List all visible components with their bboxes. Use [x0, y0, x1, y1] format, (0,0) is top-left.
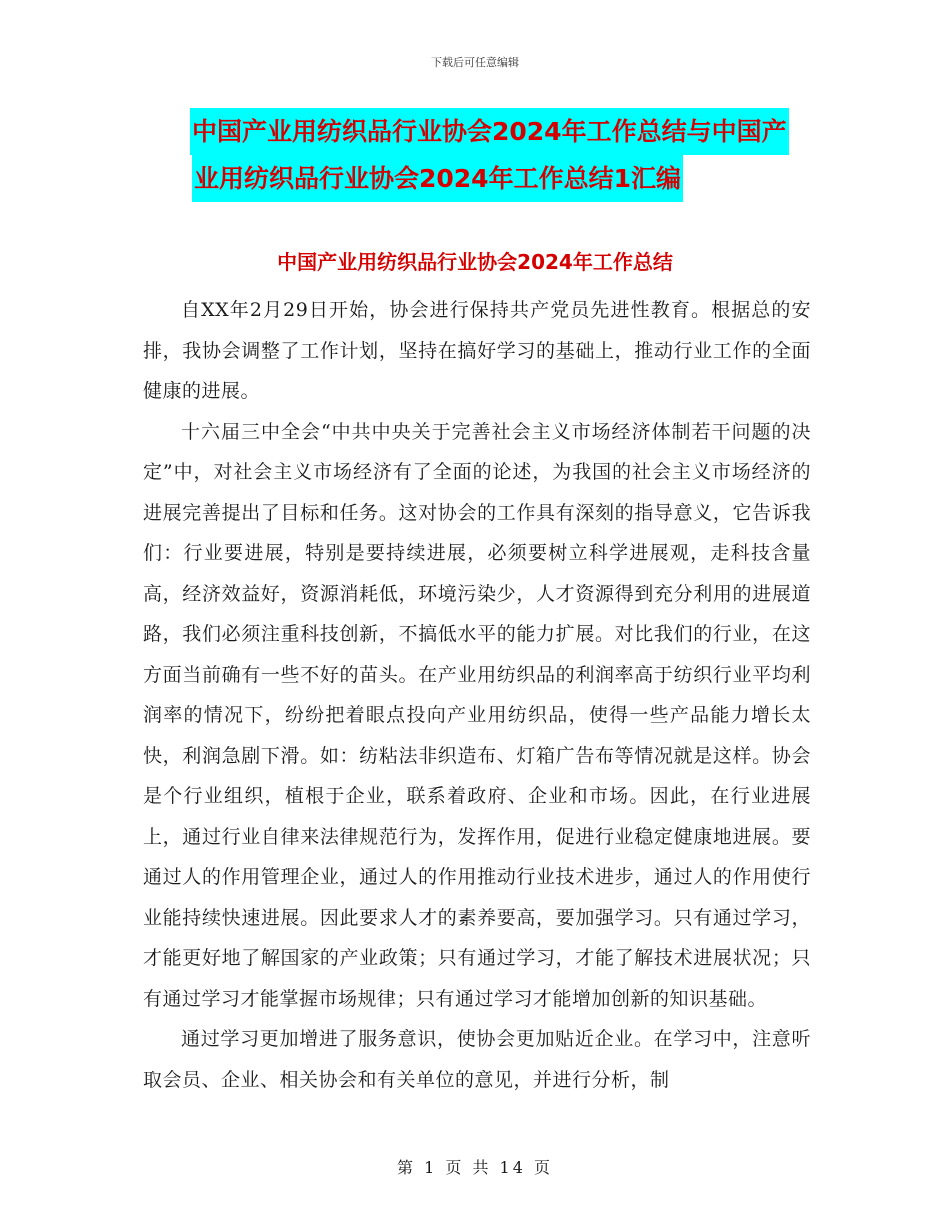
document-title-line-2: 业用纺织品行业协会2024年工作总结1汇编: [192, 155, 683, 202]
document-title: [190, 108, 820, 202]
body-text: [143, 290, 811, 1100]
section-title: 中国产业用纺织品行业协会2024年工作总结: [277, 250, 673, 274]
paragraph-2: 十六届三中全会“中共中央关于完善社会主义市场经济体制若干问题的决定”中，对社会主义市场经济有了全面的论述，为我国的社会主义市场经济的进展完善提出了目标和任务。这对协会的工作具有深刻的指导意义，它告诉我们：行业要进展，特别是要持续进展，必须要树立科学进展观，走科技含量高，经济效益好，资源消耗低，环境污染少，人才资源得到充分利用的进展道路，我们必须注重科技创新，不搞低水平的能力扩展。对比我们的行业，在这方面当前确有一些不好的苗头。在产业用纺织品的利润率高于纺织行业平均利润率的情况下，纷纷把着眼点投向产业用纺织品，使得一些产品能力增长太快，利润急剧下滑。如：纺粘法非织造布、灯箱广告布等情况就是这样。协会是个行业组织，植根于企业，联系着政府、企业和市场。因此，在行业进展上，通过行业自律来法律规范行为，发挥作用，促进行业稳定健康地进展。要通过人的作用管理企业，通过人的作用推动行业技术进步，通过人的作用使行业能持续快速进展。因此要求人才的素养要高，要加强学习。只有通过学习，才能更好地了解国家的产业政策；只有通过学习，才能了解技术进展状况；只有通过学习才能掌握市场规律；只有通过学习才能增加创新的知识基础。: [143, 420, 811, 1010]
document-title-line-1: 中国产业用纺织品行业协会2024年工作总结与中国产: [190, 108, 789, 155]
paragraph-3: 通过学习更加增进了服务意识，使协会更加贴近企业。在学习中，注意听取会员、企业、相关协会和有关单位的意见，并进行分析，制: [143, 1028, 811, 1091]
page-footer: 第 1 页 共 14 页: [397, 1158, 553, 1177]
header-note: 下载后可任意编辑: [431, 56, 519, 69]
paragraph-1: 自XX年2月29日开始，协会进行保持共产党员先进性教育。根据总的安排，我协会调整了工作计划，坚持在搞好学习的基础上，推动行业工作的全面健康的进展。: [143, 299, 811, 402]
